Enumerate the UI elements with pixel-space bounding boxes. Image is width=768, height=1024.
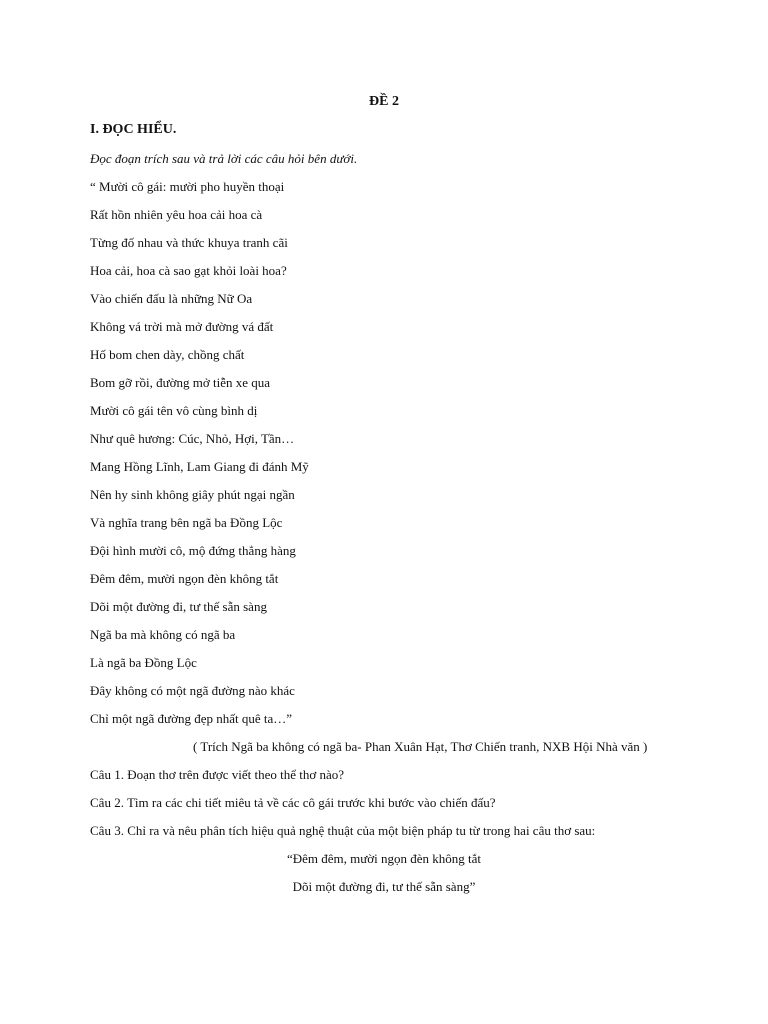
quoted-line: Dõi một đường đi, tư thế sẵn sàng” — [292, 879, 476, 894]
poem-line: Như quê hương: Cúc, Nhỏ, Hợi, Tần… — [90, 431, 295, 446]
poem-line: Hố bom chen dày, chồng chất — [90, 347, 245, 362]
poem-line: Mang Hồng Lĩnh, Lam Giang đi đánh Mỹ — [90, 459, 309, 474]
poem-line: Chỉ một ngã đường đẹp nhất quê ta…” — [90, 711, 293, 726]
exam-title: ĐỀ 2 — [369, 94, 399, 109]
question-3: Câu 3. Chỉ ra và nêu phân tích hiệu quả nghệ thuật của một biện pháp tu từ trong hai câu thơ sau: — [90, 823, 596, 838]
poem-line: Đội hình mười cô, mộ đứng thẳng hàng — [90, 543, 296, 558]
poem-line: Đêm đêm, mười ngọn đèn không tắt — [90, 571, 279, 586]
poem-line: Không vá trời mà mở đường vá đất — [90, 319, 274, 334]
question-2: Câu 2. Tìm ra các chi tiết miêu tả về các cô gái trước khi bước vào chiến đấu? — [90, 795, 496, 810]
poem-line: Hoa cải, hoa cà sao gạt khỏi loài hoa? — [90, 263, 287, 278]
quoted-verse — [0, 851, 768, 907]
source-citation: ( Trích Ngã ba không có ngã ba- Phan Xuân Hạt, Thơ Chiến tranh, NXB Hội Nhà văn ) — [193, 739, 648, 754]
poem-line: Mười cô gái tên vô cùng bình dị — [90, 403, 258, 418]
poem-line: Rất hồn nhiên yêu hoa cải hoa cà — [90, 207, 263, 222]
poem-line: Và nghĩa trang bên ngã ba Đồng Lộc — [90, 515, 283, 530]
poem-line: Ngã ba mà không có ngã ba — [90, 627, 236, 642]
poem-line: “ Mười cô gái: mười pho huyền thoại — [90, 179, 285, 194]
instruction-text: Đọc đoạn trích sau và trả lời các câu hỏi bên dưới. — [90, 151, 358, 166]
section-heading: I. ĐỌC HIỂU. — [90, 122, 177, 137]
poem-line: Vào chiến đấu là những Nữ Oa — [90, 291, 253, 306]
quoted-line: “Đêm đêm, mười ngọn đèn không tắt — [286, 851, 482, 866]
question-list — [90, 767, 595, 851]
poem-line: Dõi một đường đi, tư thế sẵn sàng — [90, 599, 267, 614]
poem-line: Bom gỡ rồi, đường mở tiễn xe qua — [90, 375, 271, 390]
poem-excerpt — [90, 179, 309, 739]
poem-line: Đây không có một ngã đường nào khác — [90, 683, 295, 698]
poem-line: Là ngã ba Đồng Lộc — [90, 655, 197, 670]
poem-line: Nên hy sinh không giây phút ngại ngần — [90, 487, 295, 502]
poem-line: Từng đố nhau và thức khuya tranh cãi — [90, 235, 288, 250]
question-1: Câu 1. Đoạn thơ trên được viết theo thể thơ nào? — [90, 767, 345, 782]
